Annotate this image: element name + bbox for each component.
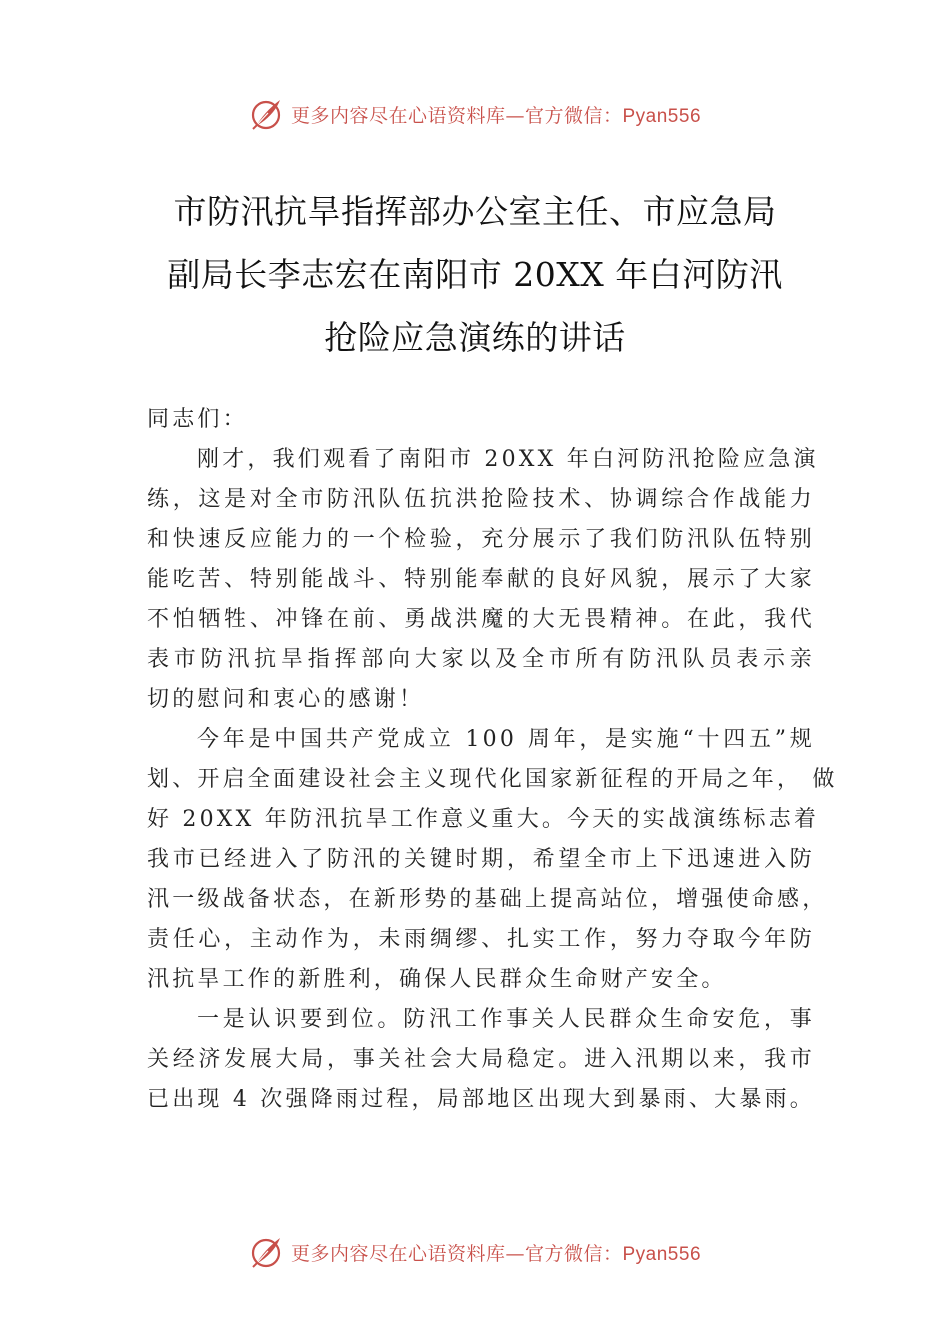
feather-pen-icon <box>249 96 285 132</box>
watermark-account: Pyan556 <box>622 1243 702 1265</box>
paragraph-line: 能吃苦、特别能战斗、特别能奉献的良好风貌，展示了大家 <box>147 567 815 592</box>
header-watermark <box>0 94 950 134</box>
feather-pen-icon <box>249 1234 285 1270</box>
document-title <box>140 180 810 369</box>
watermark-account: Pyan556 <box>622 105 702 127</box>
paragraph-line: 一是认识要到位。防汛工作事关人民群众生命安危，事 <box>197 1007 815 1032</box>
paragraph-line: 我市已经进入了防汛的关键时期，希望全市上下迅速进入防 <box>147 847 815 872</box>
watermark-text: 更多内容尽在心语资料库—官方微信：Pyan556 <box>290 104 702 127</box>
paragraph-line: 已出现 4 次强降雨过程，局部地区出现大到暴雨、大暴雨。 <box>147 1087 815 1112</box>
document-body <box>147 400 838 1120</box>
title-line: 抢险应急演练的讲话 <box>324 318 626 357</box>
paragraph-line: 今年是中国共产党成立 100 周年，是实施“十四五”规 <box>197 727 815 752</box>
paragraph-line: 和快速反应能力的一个检验，充分展示了我们防汛队伍特别 <box>147 527 815 552</box>
paragraph-line: 关经济发展大局，事关社会大局稳定。进入汛期以来，我市 <box>147 1047 815 1072</box>
footer-watermark <box>0 1232 950 1272</box>
title-line: 市防汛抗旱指挥部办公室主任、市应急局 <box>173 192 777 231</box>
salutation: 同志们： <box>147 407 248 432</box>
title-line: 副局长李志宏在南阳市 20XX 年白河防汛 <box>167 255 783 294</box>
paragraph-line: 表市防汛抗旱指挥部向大家以及全市所有防汛队员表示亲 <box>147 647 815 672</box>
paragraph-line: 汛抗旱工作的新胜利，确保人民群众生命财产安全。 <box>147 967 727 992</box>
paragraph-line: 划、开启全面建设社会主义现代化国家新征程的开局之年， 做 <box>147 767 838 792</box>
paragraph-line: 刚才，我们观看了南阳市 20XX 年白河防汛抢险应急演 <box>197 447 819 472</box>
paragraph-line: 好 20XX 年防汛抗旱工作意义重大。今天的实战演练标志着 <box>147 807 820 832</box>
paragraph-line: 练，这是对全市防汛队伍抗洪抢险技术、协调综合作战能力 <box>147 487 815 512</box>
paragraph-line: 不怕牺牲、冲锋在前、勇战洪魔的大无畏精神。在此，我代 <box>147 607 815 632</box>
paragraph-line: 责任心，主动作为，未雨绸缪、扎实工作，努力夺取今年防 <box>147 927 815 952</box>
paragraph-line: 切的慰问和衷心的感谢！ <box>147 687 425 712</box>
watermark-text: 更多内容尽在心语资料库—官方微信：Pyan556 <box>290 1242 702 1265</box>
paragraph-line: 汛一级战备状态，在新形势的基础上提高站位，增强使命感， <box>147 887 828 912</box>
